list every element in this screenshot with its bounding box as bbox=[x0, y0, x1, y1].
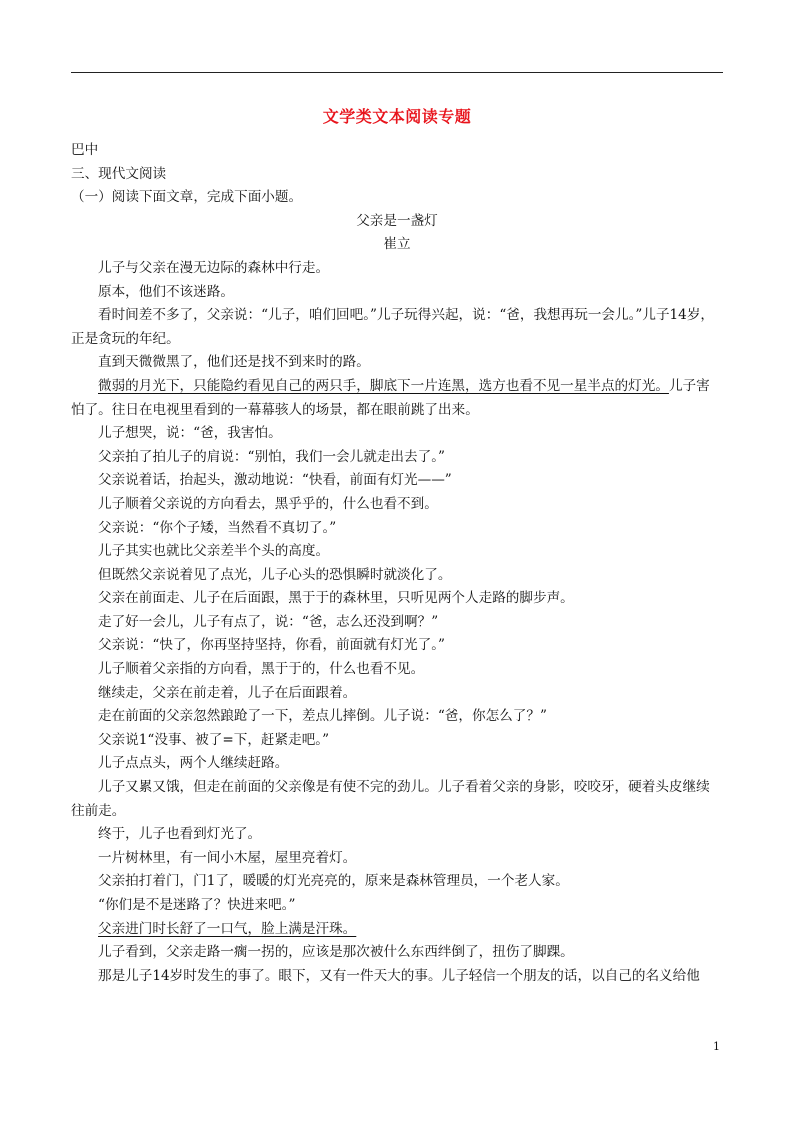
paragraph: 儿子看到，父亲走路一瘸一拐的，应该是那次被什么东西绊倒了，扭伤了脚踝。 bbox=[98, 944, 574, 961]
section-heading: 三、现代文阅读 bbox=[71, 165, 167, 182]
paragraph: 父亲拍打着门，门1了，暖暖的灯光亮亮的，原来是森林管理员，一个老人家。 bbox=[98, 873, 569, 890]
paragraph: 一片树林里，有一间小木屋，屋里亮着灯。 bbox=[98, 849, 357, 866]
paragraph: 父亲说1“没事、被了=下，赶紧走吧。” bbox=[98, 731, 330, 748]
document-body bbox=[71, 139, 723, 988]
paragraph bbox=[71, 918, 723, 942]
paragraph: 终于，儿子也看到灯光了。 bbox=[98, 826, 262, 843]
story-title: 父亲是一盏灯 bbox=[356, 212, 438, 229]
paragraph: 儿子其实也就比父亲差半个头的高度。 bbox=[98, 543, 330, 560]
underlined-sentence: 父亲进门时长舒了一口气，脸上满是汗珠。 bbox=[98, 920, 357, 937]
paragraph: 父亲拍了拍儿子的肩说：“别怕，我们一会儿就走出去了。” bbox=[98, 448, 445, 465]
paragraph: 父亲说：“你个子矮，当然看不真切了。” bbox=[98, 519, 337, 536]
paragraph: 儿子点点头，两个人继续赶路。 bbox=[98, 755, 289, 772]
paragraph: 原本，他们不该迷路。 bbox=[98, 283, 234, 300]
paragraph: 直到天微微黑了，他们还是找不到来时的路。 bbox=[98, 354, 370, 371]
paragraph: 那是儿子14岁时发生的事了。眼下，又有一件天大的事。儿子轻信一个朋友的话，以自己的名义给他 bbox=[98, 967, 700, 984]
instruction: （一）阅读下面文章，完成下面小题。 bbox=[71, 189, 303, 206]
paragraph: 看时间差不多了，父亲说：“儿子，咱们回吧。”儿子玩得兴起，说：“爸，我想再玩一会儿。”儿子14岁，正是贪玩的年纪。 bbox=[71, 307, 715, 347]
paragraph: 儿子又累又饿，但走在前面的父亲像是有使不完的劲儿。儿子看着父亲的身影，咬咬牙，硬着头皮继续往前走。 bbox=[71, 779, 710, 819]
region-label: 巴中 bbox=[71, 142, 99, 158]
paragraph: 父亲在前面走、儿子在后面跟，黑于于的森林里，只听见两个人走路的脚步声。 bbox=[98, 590, 574, 607]
header-rule bbox=[71, 72, 723, 73]
document-title: 文学类文本阅读专题 bbox=[322, 107, 472, 126]
paragraph: 走在前面的父亲忽然踉跄了一下，差点儿摔倒。儿子说：“爸，你怎么了？” bbox=[98, 708, 547, 725]
paragraph: 儿子顺着父亲说的方向看去，黑乎乎的，什么也看不到。 bbox=[98, 495, 438, 512]
story-author: 崔立 bbox=[383, 236, 411, 253]
underlined-sentence: 微弱的月光下，只能隐约看见自己的两只手，脚底下一片连黑，选方也看不见一星半点的灯光。 bbox=[98, 377, 669, 394]
paragraph: 走了好一会儿，儿子有点了，说：“爸，志么还没到啊？” bbox=[98, 613, 439, 630]
paragraph: 儿子顺着父亲指的方向看，黑于于的，什么也看不见。 bbox=[98, 661, 425, 678]
paragraph: 但既然父亲说着见了点光，儿子心头的恐惧瞬时就淡化了。 bbox=[98, 566, 452, 583]
paragraph: 儿子与父亲在漫无边际的森林中行走。 bbox=[98, 259, 330, 276]
paragraph: 儿子想哭，说：“爸，我害怕。 bbox=[98, 425, 282, 442]
paragraph: 父亲说：“快了，你再坚持坚持，你看，前面就有灯光了。” bbox=[98, 637, 445, 654]
paragraph: 父亲说着话，抬起头，激动地说：“快看，前面有灯光——” bbox=[98, 472, 452, 489]
page-number: 1 bbox=[713, 1040, 720, 1053]
paragraph-text: 儿子害怕了。往日在电视里看到的一幕幕骇人的场景，都在眼前跳了出来。 bbox=[71, 377, 710, 418]
paragraph bbox=[71, 375, 723, 422]
paragraph: 继续走，父亲在前走着，儿子在后面跟着。 bbox=[98, 684, 357, 701]
paragraph: “你们是不是迷路了？快进来吧。” bbox=[98, 897, 296, 913]
